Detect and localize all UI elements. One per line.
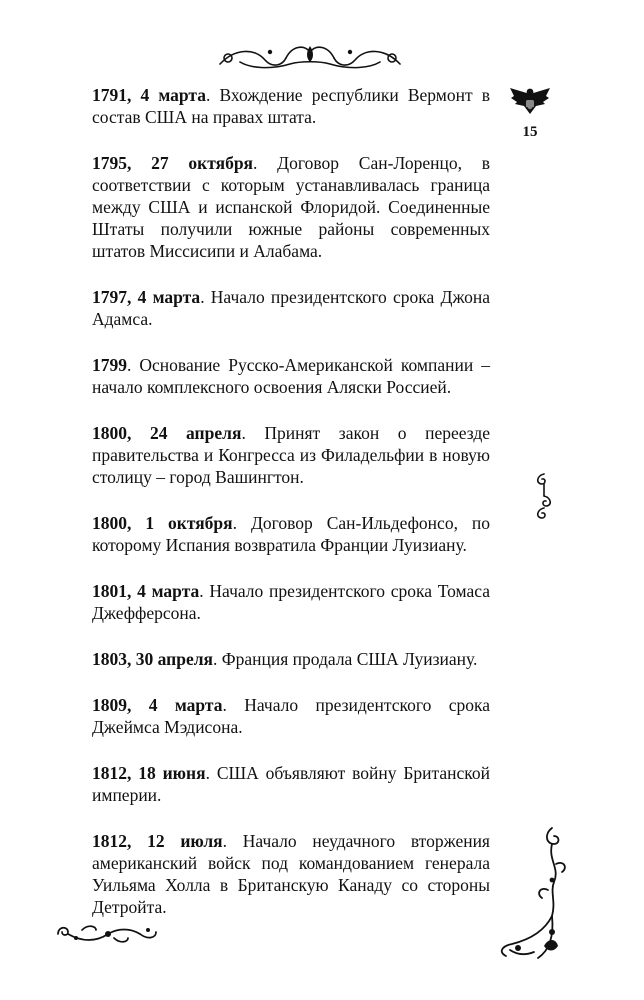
entry-text: . Начало неудачного вторжения американский войск под командованием генерала Уильяма Холла в Британскую Канаду со стороны Детройта.: [92, 831, 490, 917]
entry-text: . Франция продала США Луизиану.: [213, 649, 478, 669]
entry-text: . США объявляют войну Британской империи.: [92, 763, 490, 805]
chronology-list: [92, 84, 490, 942]
entry-date: 1812, 18 июня: [92, 763, 206, 783]
chronology-entry: [92, 694, 490, 738]
eagle-emblem-icon: [508, 86, 552, 116]
chronology-entry: [92, 512, 490, 556]
corner-flourish-icon: [494, 820, 584, 970]
entry-date: 1799: [92, 355, 127, 375]
chronology-entry: [92, 762, 490, 806]
chronology-entry: [92, 354, 490, 398]
chronology-entry: [92, 580, 490, 624]
page-number: 15: [522, 124, 538, 140]
entry-date: 1797, 4 марта: [92, 287, 201, 307]
entry-text: . Договор Сан-Ильдефонсо, по которому Испания возвратила Франции Луизиану.: [92, 513, 491, 555]
chronology-entry: [92, 84, 490, 128]
entry-date: 1791, 4 марта: [92, 85, 206, 105]
chronology-entry: [92, 648, 490, 670]
entry-date: 1795, 27 октября: [92, 153, 254, 173]
top-flourish-icon: [210, 38, 410, 74]
entry-date: 1800, 1 октября: [92, 513, 233, 533]
chronology-entry: [92, 830, 490, 918]
chronology-entry: [92, 152, 490, 262]
side-scroll-icon: [532, 470, 556, 522]
chronology-entry: [92, 422, 490, 488]
entry-date: 1809, 4 марта: [92, 695, 223, 715]
entry-date: 1812, 12 июля: [92, 831, 223, 851]
entry-text: . Договор Сан-Лоренцо, в соответствии с которым устанавливалась граница между США и испанской Флоридой. Соединенные Штаты получили южные районы современных штатов Миссисипи и Алабама.: [92, 153, 490, 261]
entry-text: . Вхождение республики Вермонт в состав США на правах штата.: [92, 85, 490, 127]
entry-date: 1803, 30 апреля: [92, 649, 214, 669]
entry-text: . Начало президентского срока Томаса Джефферсона.: [92, 581, 490, 623]
entry-date: 1801, 4 марта: [92, 581, 200, 601]
entry-text: . Принят закон о переезде правительства и Конгресса из Филадельфии в новую столицу – город Вашингтон.: [92, 423, 491, 487]
entry-text: . Начало президентского срока Джона Адамса.: [92, 287, 490, 329]
entry-text: . Основание Русско-Американской компании – начало комплексного освоения Аляски Россией.: [92, 355, 490, 397]
entry-date: 1800, 24 апреля: [92, 423, 242, 443]
entry-text: . Начало президентского срока Джеймса Мэдисона.: [92, 695, 490, 737]
chronology-entry: [92, 286, 490, 330]
